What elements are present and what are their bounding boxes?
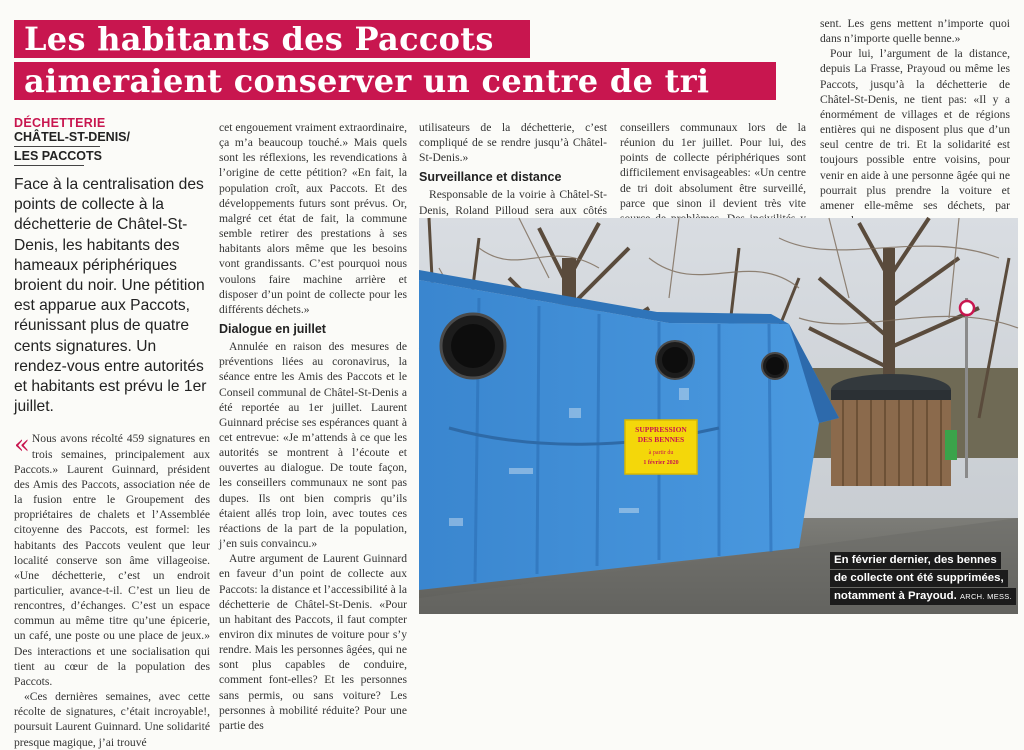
caption-line-3-wrap [830,588,1016,605]
sign-line-2: DES BENNES [637,435,685,444]
paragraph: cet engouement vraiment extraordinaire, ça m’a beaucoup touché.» Mais quels sont les réflexions, les revendications à l’origine de cette pétition? «En fait, la population croît, aux Paccots. Et des développements futurs sont prévus. Or, malgré cet état de fait, la commune semble retirer des prestations à ses habitants alors même que les besoins vont grandissants. C’est pourquoi nous voulons faire machine arrière et disposer d’un point de collecte pour les différents déchets.» [219,121,407,316]
paragraph: Pour lui, l’argument de la distance, depuis La Frasse, Prayoud ou même les Paccots, jusqu’à la déchetterie de Châtel-St-Denis, ne tient pas: «Il y a énormément de villages et de régions entières qui ne disposent plus que d’un seul centre de tri. Et la solidarité est toujours possible entre voisins, pour venir en aide à une personne âgée qui ne pourrait plus prendre la voiture et amener elle-même ses déchets, par [820,47,1010,212]
dateline-rule [14,146,100,147]
paragraph: Responsable de la voirie à Châtel-St-Denis, Roland Pilloud sera aux côtés [419,188,607,217]
paragraph: conseillers communaux lors de la réunion du 1er juillet. Pour lui, des points de collecte périphériques sont difficilement envisageables: «Un centre de tri doit absolument être surveillé, parce que sinon il devient très vite [620,121,806,210]
caption-line-2: de collecte ont été supprimées, [830,570,1008,587]
sign-line-4: 1 février 2020 [643,460,679,466]
body-text-col1 [14,431,210,749]
photo-credit: ARCH. MESS. [959,592,1012,601]
paragraph: Nous avons récolté 459 signatures en trois semaines, principalement aux Paccots.» Laurent Guinnard, président des Amis des Paccots, association née de la fusion entre le Groupement des propriétaires de chalets et l’Assemblée citoyenne des Paccots, est formel: les habitants des Paccots veulent que leur localité conserve son âme villageoise. «Une déchetterie, c’est un endroit particulier, avance-t-il. C’est un lieu de rencontres, d’échanges. C’est un espace commun au même titre qu’une épicerie, un café, une poste ou une place de jeux.» Des interactions et une socialisation qui tient au cœur de la population des Paccots. [14,432,210,688]
sign-line-3: à partir du [648,450,674,456]
caption-line-1: En février dernier, des bennes [830,552,1001,569]
headline-line-2: aimeraient conserver un centre de tri [14,62,776,100]
body-text-col3 [419,120,607,216]
dateline-place-1: CHÂTEL-ST-DENIS/ [14,130,130,144]
photo-caption [830,552,1016,606]
intro-column [14,116,210,749]
sign-line-1: SUPPRESSION [635,425,687,434]
paragraph: Annulée en raison des mesures de préventions liées au coronavirus, la séance entre les Amis des Paccots et le Conseil communal de Châtel-St-Denis a été reportée au 1er juillet. Laurent Guinnard précise ses espérances quant à cet entrevue: «Je m’attends à ce que les autorités se montrent à l’écoute et ouvertes au dialogue. De toute façon, les conseillers communaux ne sont pas dupes. Ils ont bien compris qu’ils étaient allés trop loin, avec toutes ces réactions de la part de la population, j’en suis convaincu.» [219,340,407,551]
caption-line-3: notamment à Prayoud. [833,590,957,602]
subhead-surveillance: Surveillance et distance [419,170,562,185]
section-kicker: DÉCHETTERIE [14,116,106,130]
paragraph: utilisateurs de la déchetterie, c’est compliqué de se rendre jusqu’à Châtel-St-Denis.» [419,121,607,165]
article-photo [419,218,1018,614]
body-text-col2 [219,120,407,732]
paragraph: sent. Les gens mettent n’importe quoi dans n’importe quelle benne.» [820,17,1010,46]
dateline-rule-2 [14,165,84,166]
lead-paragraph: Face à la centralisation des points de collecte à la déchetterie de Châtel-St-Denis, les habitants des hameaux périphériques broient du noir. Une pétition est apparue aux Paccots, réunissant plus de quatre cents signatures. Un rendez-vous entre autorités et habitants est prévu le 1er juillet. [14,176,207,416]
dateline-place-2: LES PACCOTS [14,149,102,163]
paragraph: «Ces dernières semaines, avec cette récolte de signatures, c’était incroyable!, poursuit Laurent Guinnard. Une solidarité presque magique, j’ai trouvé [14,690,210,749]
body-text-col4 [620,120,806,216]
body-text-col5 [820,16,1010,216]
drop-quote: « [14,430,30,461]
headline-line-1: Les habitants des Paccots [14,20,530,58]
paragraph: Autre argument de Laurent Guinnard en faveur d’un point de collecte aux Paccots: la distance et l’accessibilité à la déchetterie de Châtel-St-Denis. «Pour un habitant des Paccots, il faut compter environ dix minutes de voiture pour s’y rendre. Mais les personnes âgées, qui ne sont plus capables de conduire, comment font-elles? Et les personnes sans permis, ou sans voiture? Les personnes à mobilité réduite? Pour une partie des [219,552,407,732]
subhead-dialogue: Dialogue en juillet [219,322,326,337]
